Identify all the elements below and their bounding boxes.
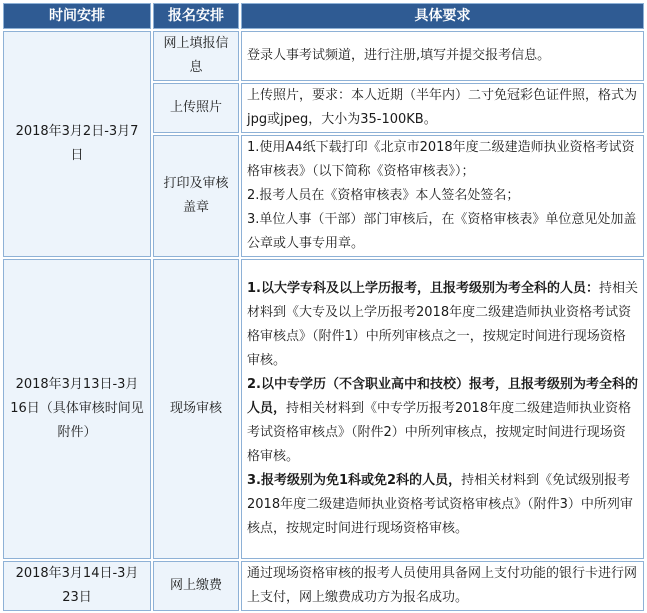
stage-cell-payment: 网上缴费 <box>153 561 239 611</box>
requirement-item <box>247 277 638 373</box>
stage-cell-online-form: 网上填报信息 <box>153 31 239 81</box>
table-row <box>3 561 644 611</box>
requirement-item: 1.使用A4纸下载打印《北京市2018年度二级建造师执业资格考试资格审核表》（以下简称《资格审核表》）； <box>247 140 635 179</box>
requirement-cell-onsite <box>241 259 644 559</box>
stage-cell-onsite: 现场审核 <box>153 259 239 559</box>
requirement-item: 2.报考人员在《资格审核表》本人签名处签名； <box>247 188 520 203</box>
header-requirements: 具体要求 <box>241 3 644 29</box>
item-emphasis: 报考级别为免1科或免2科的人员， <box>260 473 462 488</box>
item-prefix: 3. <box>247 473 261 488</box>
stage-cell-photo: 上传照片 <box>153 83 239 133</box>
item-text: 持相关材料到《中专学历报考2018年度二级建造师执业资格考试资格审核点》（附件2）中所列审核点，按规定时间进行现场资格审核。 <box>247 401 632 464</box>
requirement-cell-payment: 通过现场资格审核的报考人员使用具备网上支付功能的银行卡进行网上支付，网上缴费成功方为报名成功。 <box>241 561 644 611</box>
requirement-item <box>247 469 638 541</box>
table-row <box>3 31 644 81</box>
requirement-cell-print <box>241 135 644 257</box>
registration-schedule-table <box>1 1 646 613</box>
requirement-cell-photo: 上传照片，要求：本人近期（半年内）二寸免冠彩色证件照，格式为jpg或jpeg，大小为35-100KB。 <box>241 83 644 133</box>
item-emphasis: 以大学专科及以上学历报考，且报考级别为考全科的人员： <box>260 281 599 296</box>
requirement-item: 3.单位人事（干部）部门审核后，在《资格审核表》单位意见处加盖公章或人事专用章。 <box>247 212 637 251</box>
date-cell: 2018年3月14日-3月23日 <box>3 561 151 611</box>
header-time: 时间安排 <box>3 3 151 29</box>
requirement-item <box>247 373 638 469</box>
table-header-row <box>3 3 644 29</box>
stage-cell-print: 打印及审核盖章 <box>153 135 239 257</box>
date-cell: 2018年3月2日-3月7日 <box>3 31 151 257</box>
item-prefix: 2. <box>247 377 261 392</box>
date-cell: 2018年3月13日-3月16日（具体审核时间见附件） <box>3 259 151 559</box>
item-emphasis: 以中专学历（不含职业高中和技校）报考，且报考级别为考全科的人员， <box>247 377 638 416</box>
item-text: 持相关材料到《免试级别报考2018年度二级建造师执业资格考试资格审核点》（附件3）中所列审核点，按规定时间进行现场资格审核。 <box>247 473 633 536</box>
item-text: 持相关材料到《大专及以上学历报考2018年度二级建造师执业资格考试资格审核点》（附件1）中所列审核点之一，按规定时间进行现场资格审核。 <box>247 281 639 368</box>
header-stage: 报名安排 <box>153 3 239 29</box>
requirement-cell-online-form: 登录人事考试频道，进行注册,填写并提交报考信息。 <box>241 31 644 81</box>
table-row <box>3 259 644 559</box>
item-prefix: 1. <box>247 281 261 296</box>
